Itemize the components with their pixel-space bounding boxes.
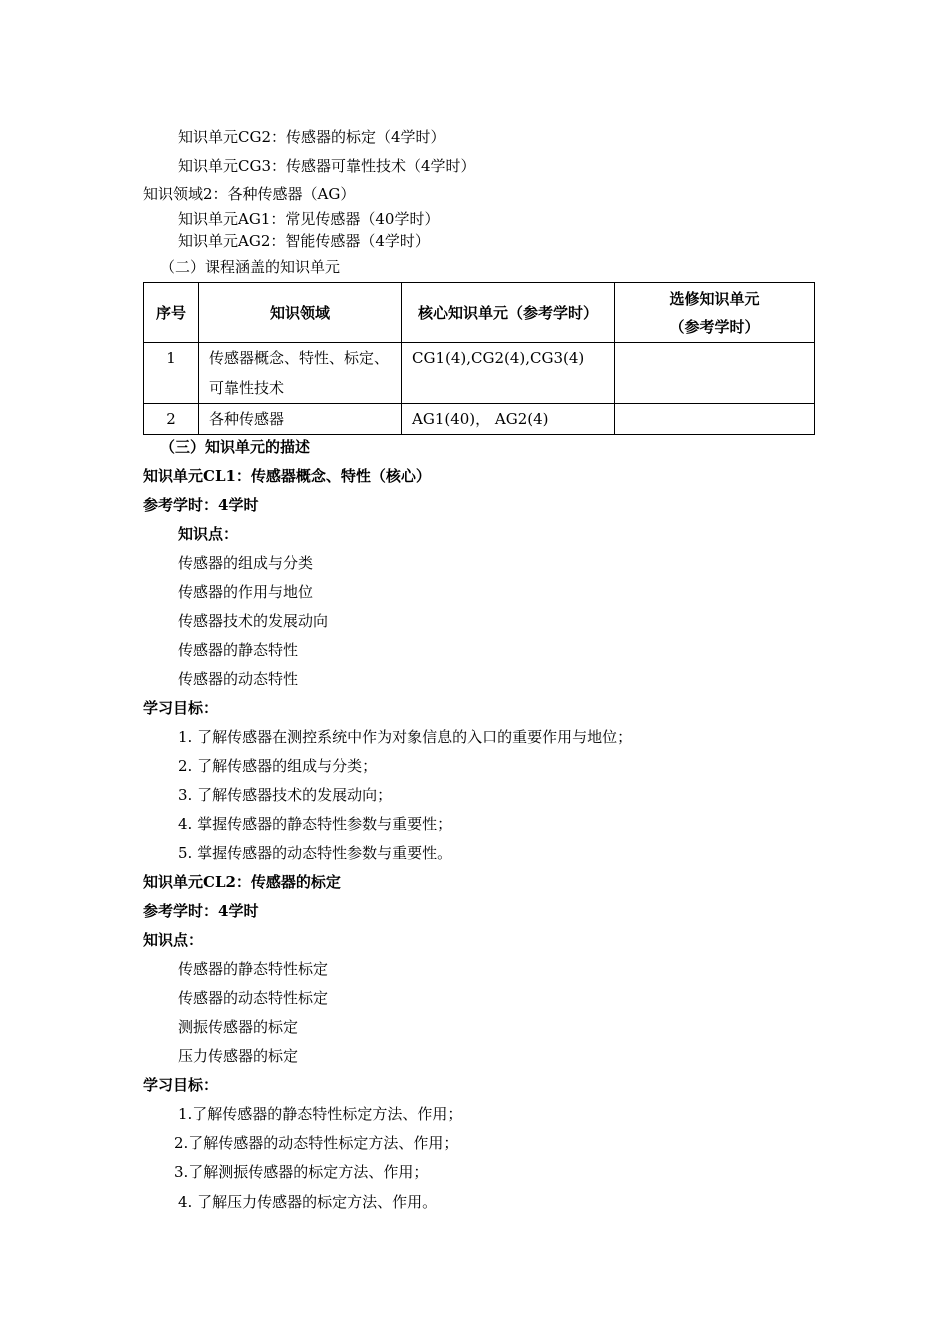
row1-domain-line2: 可靠性技术	[209, 379, 285, 397]
row1-domain-line1: 传感器概念、特性、标定、	[209, 349, 390, 367]
list-item: 3.了解测振传感器的标定方法、作用；	[174, 1163, 429, 1181]
cl2-points-label: 知识点：	[143, 931, 204, 949]
row1-elective	[615, 343, 815, 404]
row1-core: CG1(4),CG2(4),CG3(4)	[402, 343, 615, 404]
list-item: 5. 掌握传感器的动态特性参数与重要性。	[178, 844, 453, 862]
header-no: 序号	[144, 283, 199, 343]
cl2-hours: 参考学时：4学时	[143, 902, 259, 920]
row2-elective	[615, 404, 815, 435]
unit-cg3-line: 知识单元CG3：传感器可靠性技术（4学时）	[178, 157, 476, 175]
cl1-hours: 参考学时：4学时	[143, 496, 259, 514]
header-core: 核心知识单元（参考学时）	[402, 283, 615, 343]
list-item: 传感器技术的发展动向	[178, 612, 329, 630]
knowledge-unit-table	[143, 282, 815, 435]
list-item: 2.了解传感器的动态特性标定方法、作用；	[174, 1134, 459, 1152]
list-item: 测振传感器的标定	[178, 1018, 299, 1036]
cl2-goals-label: 学习目标：	[143, 1076, 219, 1094]
cl1-points-label: 知识点：	[178, 525, 239, 543]
table-row	[144, 343, 815, 404]
list-item: 传感器的动态特性标定	[178, 989, 329, 1007]
list-item: 传感器的动态特性	[178, 670, 299, 688]
domain2-line: 知识领域2：各种传感器（AG）	[143, 185, 356, 203]
table-header-row	[144, 283, 815, 343]
list-item: 4. 了解压力传感器的标定方法、作用。	[178, 1193, 438, 1211]
table-row	[144, 404, 815, 435]
cl1-title: 知识单元CL1：传感器概念、特性（核心）	[143, 467, 431, 485]
list-item: 2. 了解传感器的组成与分类；	[178, 757, 378, 775]
header-domain: 知识领域	[199, 283, 402, 343]
list-item: 1. 了解传感器在测控系统中作为对象信息的入口的重要作用与地位；	[178, 728, 633, 746]
header-elective	[615, 283, 815, 343]
section3-heading: （三）知识单元的描述	[160, 438, 311, 456]
row2-no: 2	[144, 404, 199, 435]
cl2-title: 知识单元CL2：传感器的标定	[143, 873, 341, 891]
header-elective-label: 选修知识单元	[669, 289, 760, 308]
row1-no: 1	[144, 343, 199, 404]
list-item: 传感器的静态特性标定	[178, 960, 329, 978]
section2-heading: （二）课程涵盖的知识单元	[160, 258, 341, 276]
list-item: 压力传感器的标定	[178, 1047, 299, 1065]
cl1-goals-label: 学习目标：	[143, 699, 219, 717]
list-item: 传感器的静态特性	[178, 641, 299, 659]
unit-cg2-line: 知识单元CG2：传感器的标定（4学时）	[178, 128, 446, 146]
list-item: 传感器的作用与地位	[178, 583, 314, 601]
list-item: 4. 掌握传感器的静态特性参数与重要性；	[178, 815, 453, 833]
list-item: 传感器的组成与分类	[178, 554, 314, 572]
header-elective-sub: （参考学时）	[669, 317, 760, 336]
row2-core: AG1(40)， AG2(4)	[402, 404, 615, 435]
row2-domain: 各种传感器	[199, 404, 402, 435]
list-item: 1.了解传感器的静态特性标定方法、作用；	[178, 1105, 463, 1123]
list-item: 3. 了解传感器技术的发展动向；	[178, 786, 393, 804]
row1-domain	[199, 343, 402, 404]
unit-ag2-line: 知识单元AG2：智能传感器（4学时）	[178, 232, 430, 250]
unit-ag1-line: 知识单元AG1：常见传感器（40学时）	[178, 210, 440, 228]
